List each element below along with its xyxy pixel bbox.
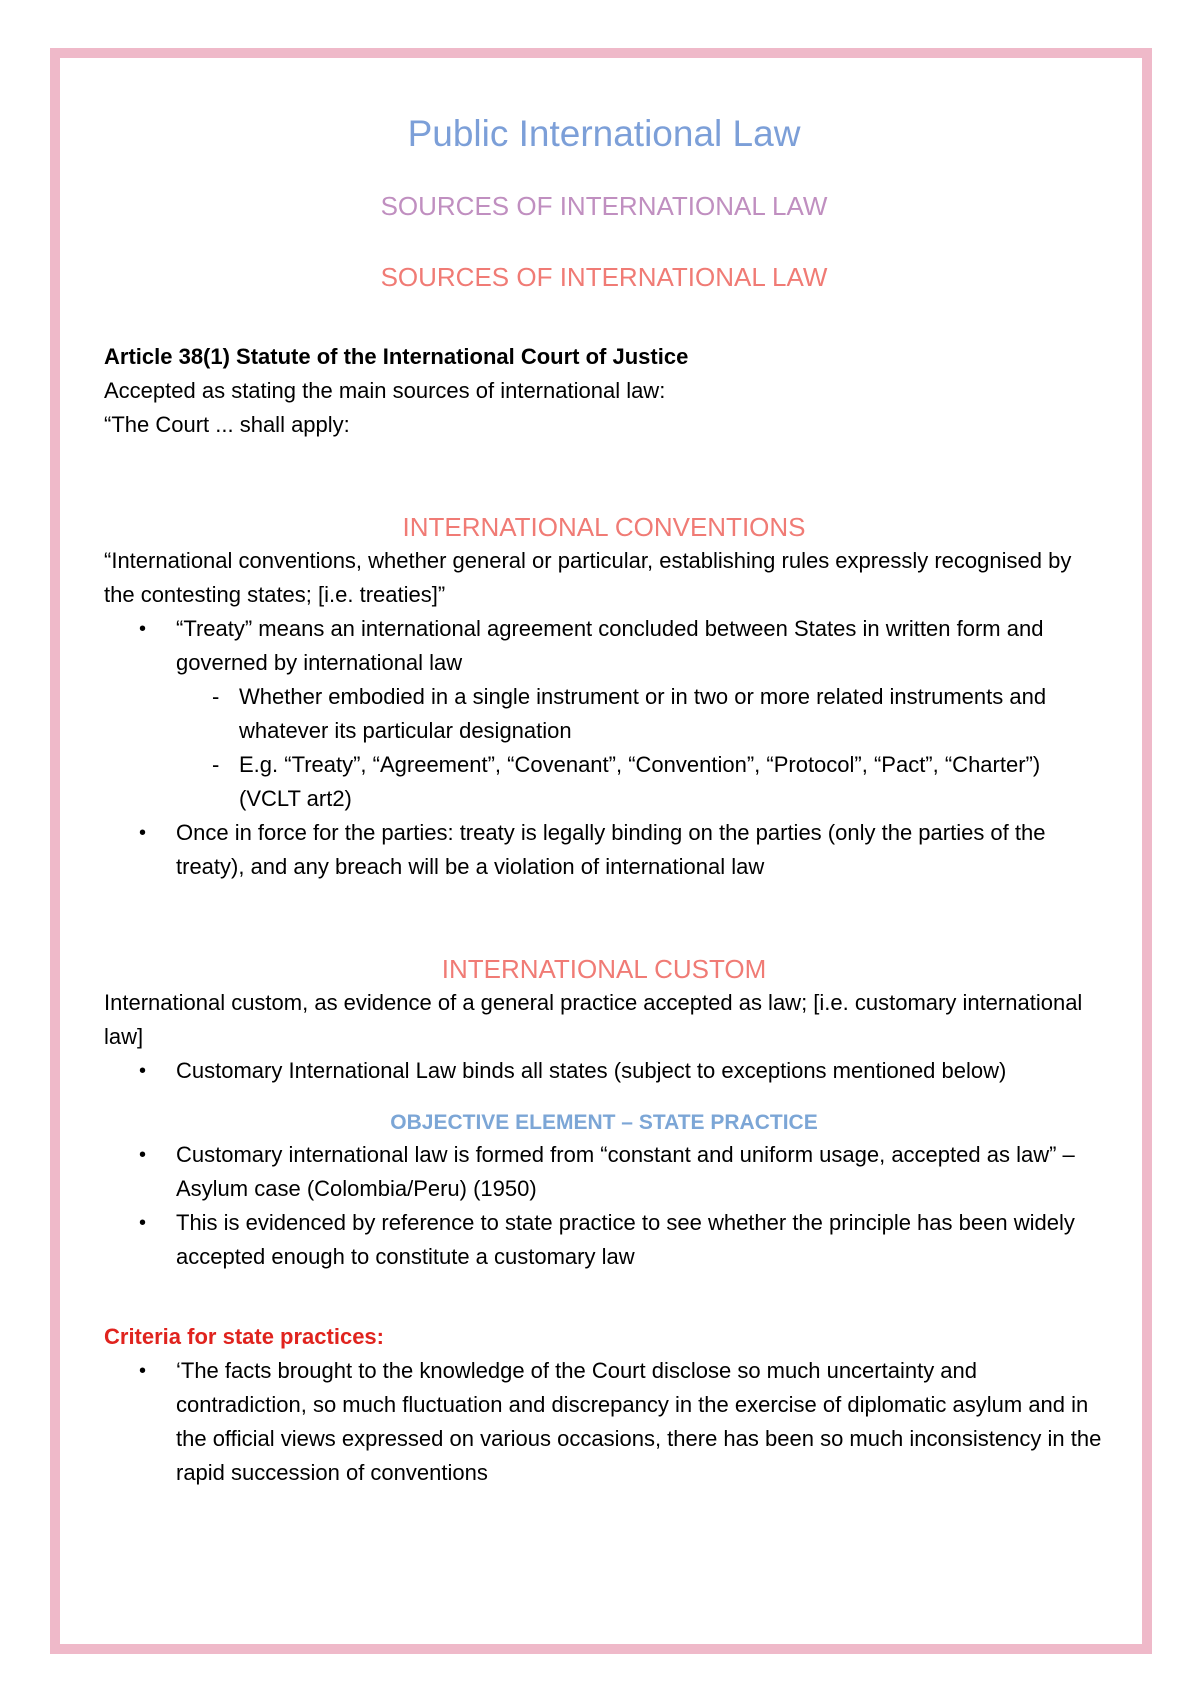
list-item-text: This is evidenced by reference to state practice to see whether the principle has been widely accepted enough to constitute a customary law xyxy=(176,1210,1075,1269)
list-item xyxy=(104,1054,1104,1088)
sub-list-item xyxy=(176,748,1104,816)
document-title: Public International Law xyxy=(407,113,801,154)
bullet-icon: • xyxy=(139,618,147,640)
bullet-icon: • xyxy=(139,1360,147,1382)
criteria-bullet-list xyxy=(104,1354,1104,1490)
custom-bullet-list xyxy=(104,1054,1104,1088)
sub-list-item xyxy=(176,680,1104,748)
list-item xyxy=(104,1138,1104,1206)
dash-icon: - xyxy=(212,684,220,709)
bullet-icon: • xyxy=(139,822,147,844)
list-item xyxy=(104,1206,1104,1274)
criteria-heading: Criteria for state practices: xyxy=(104,1324,384,1349)
list-item-text: ‘The facts brought to the knowledge of the Court disclose so much uncertainty and contradiction, so much fluctuation and discrepancy in the exercise of diplomatic asylum and in the official views expressed on various occasions, there has been so much inconsistency in the rapid succession of conventions xyxy=(176,1358,1102,1485)
conventions-bullet-list xyxy=(104,612,1104,884)
objective-bullet-list xyxy=(104,1138,1104,1274)
list-item xyxy=(104,816,1104,884)
custom-intro: International custom, as evidence of a general practice accepted as law; [i.e. customary international law] xyxy=(104,990,1083,1049)
list-item xyxy=(104,612,1104,816)
article-heading: Article 38(1) Statute of the International Court of Justice xyxy=(104,344,689,369)
article-line: Accepted as stating the main sources of international law: xyxy=(104,378,666,403)
bullet-icon: • xyxy=(139,1212,147,1234)
document-subtitle: SOURCES OF INTERNATIONAL LAW xyxy=(380,191,828,221)
list-item-text: Customary international law is formed from “constant and uniform usage, accepted as law” – Asylum case (Colombia/Peru) (1950) xyxy=(176,1142,1075,1201)
bullet-icon: • xyxy=(139,1144,147,1166)
document-body xyxy=(104,108,1104,1490)
list-item-text: Once in force for the parties: treaty is legally binding on the parties (only the parties of the treaty), and any breach will be a violation of international law xyxy=(176,820,1046,879)
conventions-intro: “International conventions, whether general or particular, establishing rules expressly recognised by the contesting states; [i.e. treaties]” xyxy=(104,548,1072,607)
section-heading-custom: INTERNATIONAL CUSTOM xyxy=(441,954,767,984)
bullet-icon: • xyxy=(139,1060,147,1082)
sub-list-item-text: Whether embodied in a single instrument or in two or more related instruments and whatever its particular designation xyxy=(239,684,1047,743)
objective-element-heading: OBJECTIVE ELEMENT – STATE PRACTICE xyxy=(390,1111,818,1134)
article-line: “The Court ... shall apply: xyxy=(104,412,350,437)
list-item-text: “Treaty” means an international agreement concluded between States in written form and governed by international law xyxy=(176,616,1044,675)
sub-list-item-text: E.g. “Treaty”, “Agreement”, “Covenant”, “Convention”, “Protocol”, “Pact”, “Charter”) (VCLT art2) xyxy=(239,752,1041,811)
list-item-text: Customary International Law binds all states (subject to exceptions mentioned below) xyxy=(176,1058,1007,1083)
list-item xyxy=(104,1354,1104,1490)
dash-icon: - xyxy=(212,752,220,777)
section-heading-sources: SOURCES OF INTERNATIONAL LAW xyxy=(380,262,828,292)
conventions-sub-list xyxy=(176,680,1104,816)
section-heading-conventions: INTERNATIONAL CONVENTIONS xyxy=(402,512,806,542)
